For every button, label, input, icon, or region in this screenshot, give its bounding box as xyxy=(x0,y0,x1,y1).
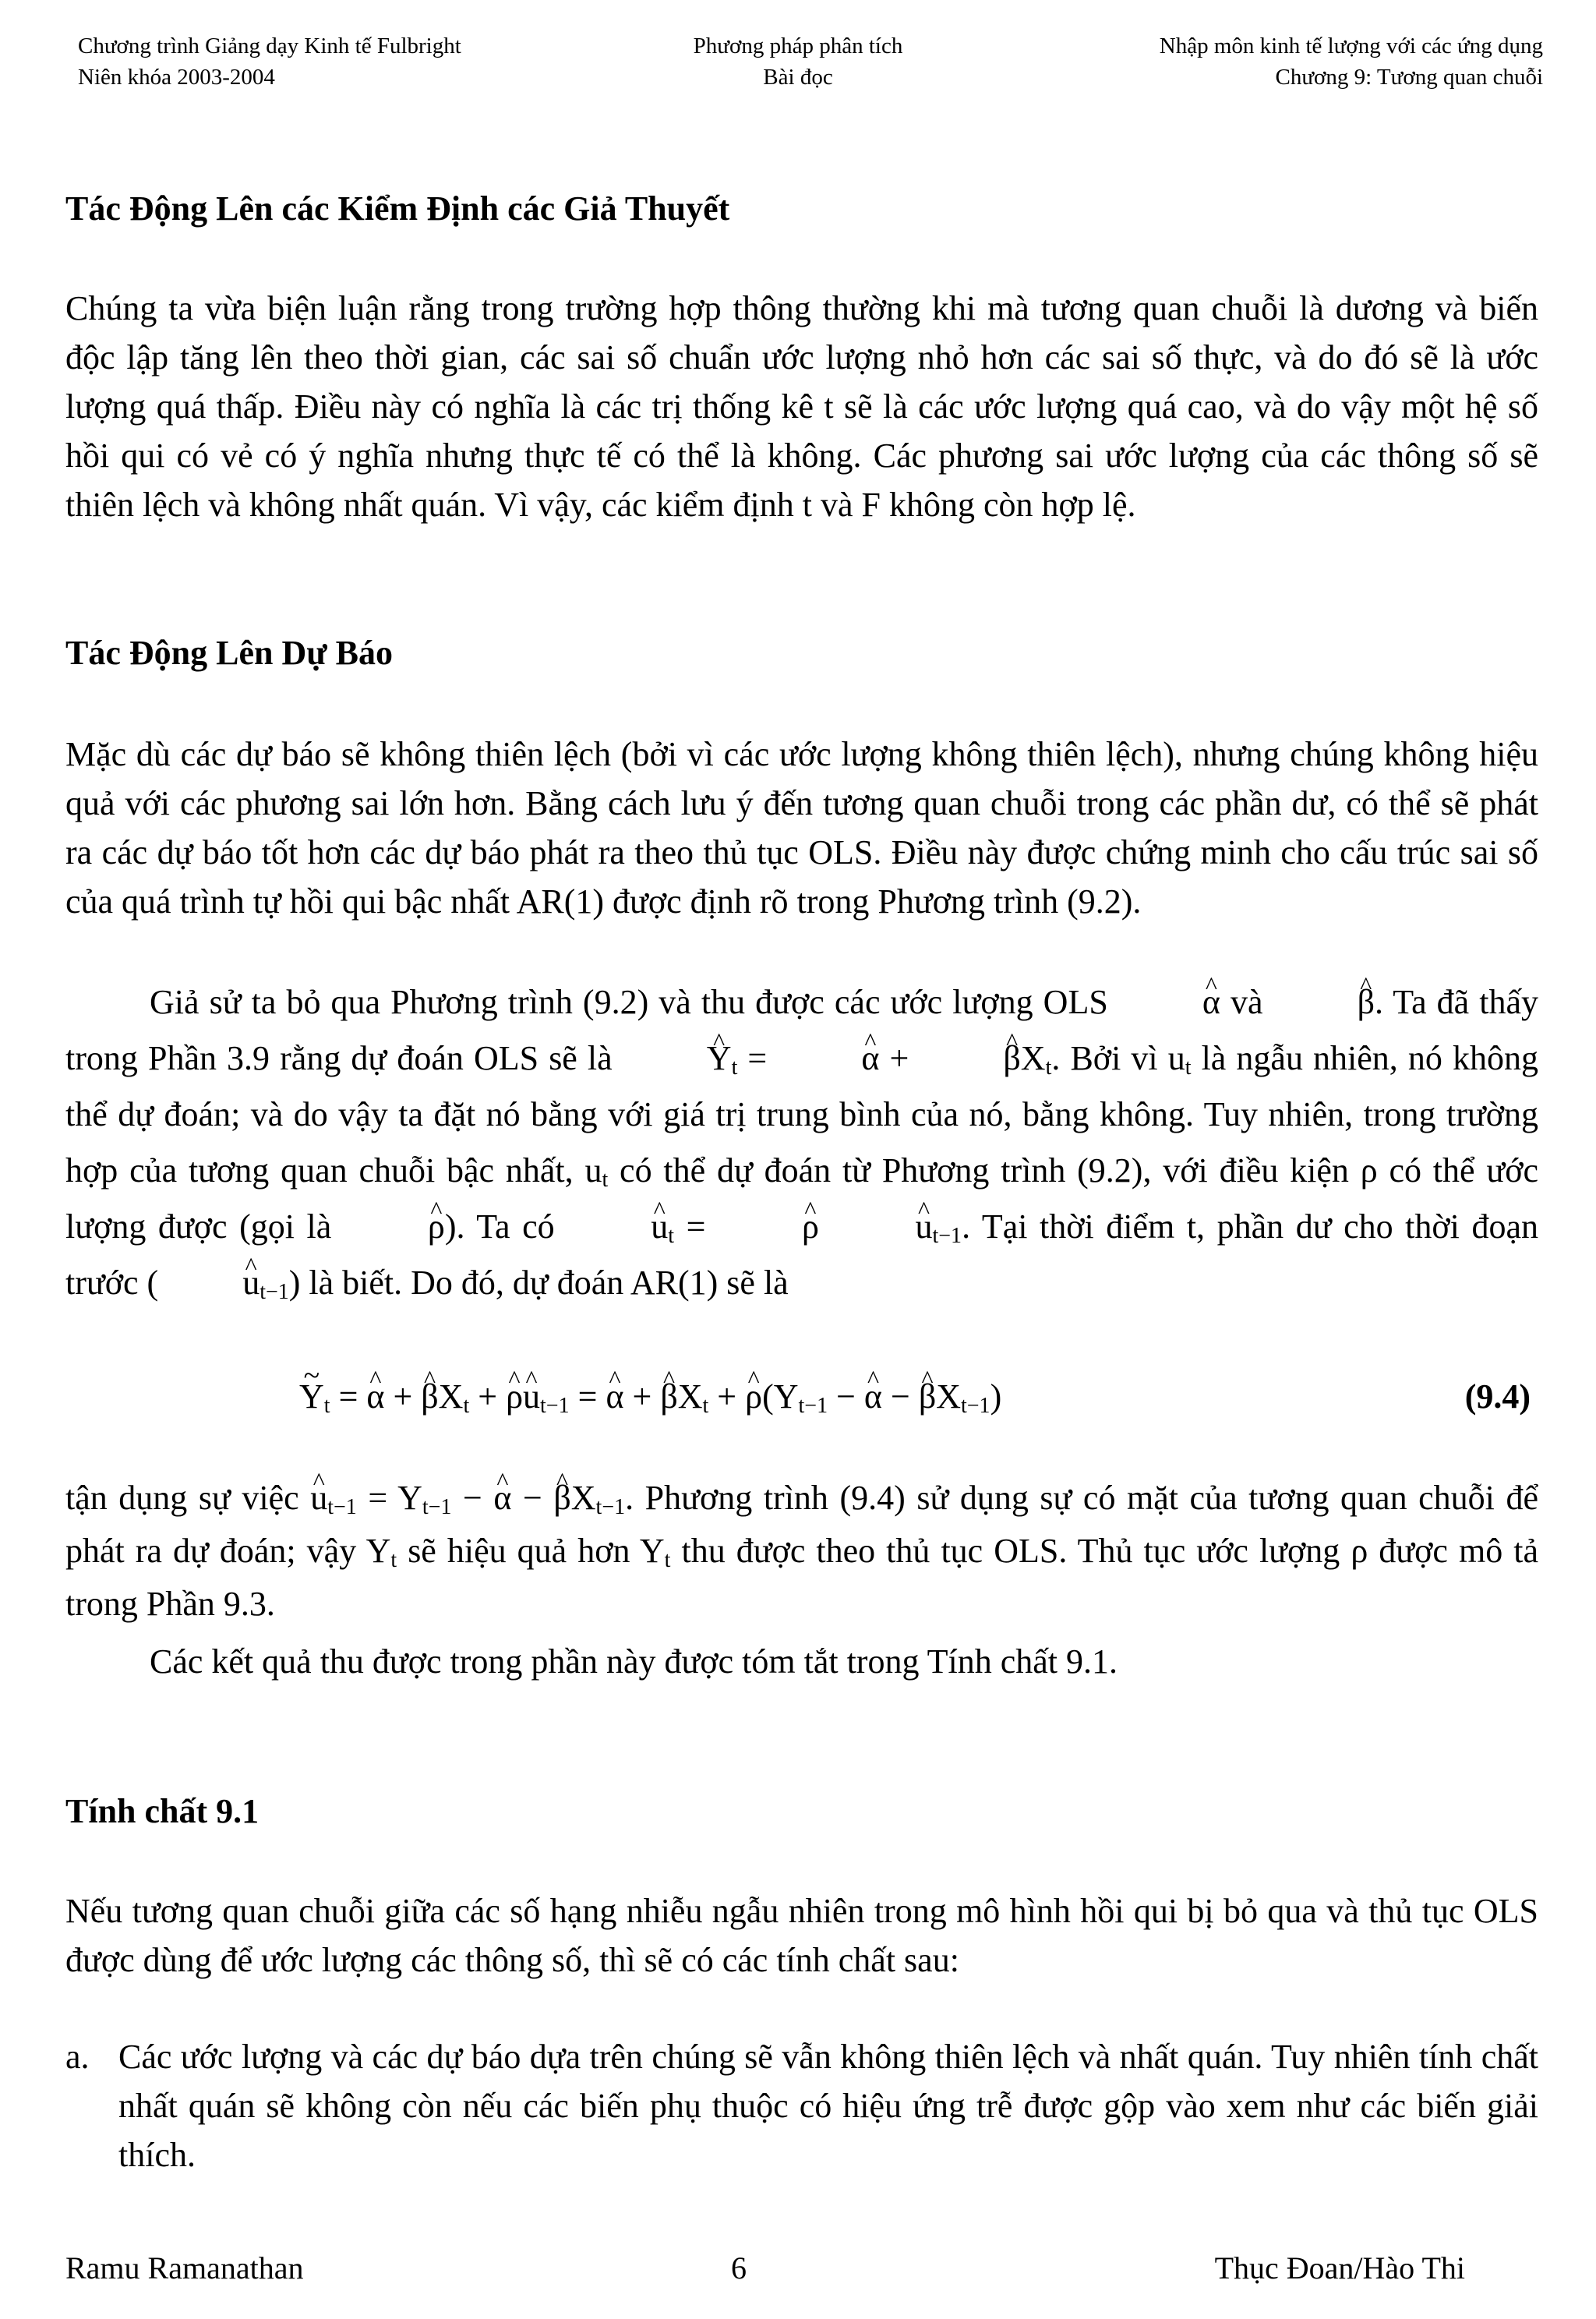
alpha-hat-symbol: ^ α xyxy=(1118,974,1220,1030)
section-heading-forecasting: Tác Động Lên Dự Báo xyxy=(65,634,393,672)
header-chapter: Chương 9: Tương quan chuỗi xyxy=(1275,65,1543,90)
list-item-text: Các ước lượng và các dự báo dựa trên chúng sẽ vẫn không thiên lệch và nhất quán. Tuy nhiên tính chất nhất quán sẽ không còn nếu các biến phụ thuộc có hiệu ứng trễ được gộp vào xem như các biến giải thích. xyxy=(118,2038,1538,2174)
header-institution: Chương trình Giảng dạy Kinh tế Fulbright xyxy=(78,34,461,58)
footer-translators: Thục Đoan/Hào Thi xyxy=(1214,2250,1465,2285)
section-heading-property-9-1: Tính chất 9.1 xyxy=(65,1792,260,1830)
paragraph-equation-usage: tận dụng sự việc ^ $u_{t-1} = Y_{t-1}$ − ^ α − ^ $\beta X_{t-1}$. Phương trình (9.4) sử dụng sự có mặt của tương quan chuỗi để phát ra dự đoán; vậy $Y_t$ sẽ hiệu quả hơn $Y_t$ thu được theo thủ tục OLS. Thủ tục ước lượng ρ được mô tả trong Phần 9.3. xyxy=(65,1472,1538,1631)
residual-identity-formula: ^ $u_{t-1} = Y_{t-1}$ − ^ α − ^ $\beta X_{t-1}$ xyxy=(310,1479,625,1517)
list-item-label: a. xyxy=(65,2038,90,2076)
residual-formula: ^ $u_t$ = ^ ρ ^ $u_{t-1}$ xyxy=(567,1207,962,1246)
footer-author: Ramu Ramanathan xyxy=(65,2250,304,2285)
section-heading-hypothesis-tests: Tác Động Lên các Kiểm Định các Giả Thuyết xyxy=(65,189,730,228)
paragraph-hypothesis-tests: Chúng ta vừa biện luận rằng trong trường hợp thông thường khi mà tương quan chuỗi là dương và biến độc lập tăng lên theo thời gian, các sai số chuẩn ước lượng nhỏ hơn các sai số thực, và do đó sẽ là ước lượng quá thấp. Điều này có nghĩa là các trị thống kê t sẽ là các ước lượng quá cao, và do vậy một hệ số hồi qui có vẻ có ý nghĩa nhưng thực tế có thể là không. Các phương sai ước lượng của các thông số sẽ thiên lệch và không nhất quán. Vì vậy, các kiểm định t và F không còn hợp lệ. xyxy=(65,289,1538,524)
ols-prediction-formula: ^ $Y_t$ = ^ α + ^ $\beta X_t$ xyxy=(623,1039,1052,1077)
footer-page-number: 6 xyxy=(731,2250,747,2285)
header-book-title: Nhập môn kinh tế lượng với các ứng dụng xyxy=(1159,34,1543,58)
equation-number: (9.4) xyxy=(1464,1377,1531,1416)
beta-hat-symbol: ^ β xyxy=(1273,974,1375,1030)
paragraph-summary-reference: Các kết quả thu được trong phần này được tóm tắt trong Tính chất 9.1. xyxy=(150,1642,1118,1681)
header-course: Phương pháp phân tích xyxy=(693,34,903,58)
equation-body: ~ $Y_t$ = ^ α + ^ $\beta X_t$ + ^ ρ^ $u_{t-1}$ = ^ α + ^ $\beta X_t$ + ^ $\rho(Y_{t-1}$ − ^ α − ^ $\beta X_{t-1}$) xyxy=(299,1372,1001,1421)
header-year: Niên khóa 2003-2004 xyxy=(78,65,275,90)
paragraph-ar1-forecast: Giả sử ta bỏ qua Phương trình (9.2) và thu được các ước lượng OLS ^ α và ^ β. Ta đã thấy trong Phần 3.9 rằng dự đoán OLS sẽ là ^ $Y_t$ = ^ α + ^ $\beta X_t$. Bởi vì $u_t$ là ngẫu nhiên, nó không thể dự đoán; và do vậy ta đặt nó bằng với giá trị trung bình của nó, bằng không. Tuy nhiên, trong trường hợp của tương quan chuỗi bậc nhất, $u_t$ có thể dự đoán từ Phương trình (9.2), với điều kiện ρ có thể ước lượng được (gọi là ^ ρ). Ta có ^ $u_t$ = ^ ρ ^ $u_{t-1}$. Tại thời điểm t, phần dư cho thời đoạn trước (^ $u_{t-1}$) là biết. Do đó, dự đoán AR(1) sẽ là xyxy=(65,974,1538,1311)
header-doc-type: Bài đọc xyxy=(763,65,833,90)
lagged-residual: ^ $u_{t-1}$ xyxy=(158,1264,289,1302)
rho-hat-symbol: ^ ρ xyxy=(344,1199,445,1255)
paragraph-property-intro: Nếu tương quan chuỗi giữa các số hạng nhiễu ngẫu nhiên trong mô hình hồi qui bị bỏ qua và thủ tục OLS được dùng để ước lượng các thông số, thì sẽ có các tính chất sau: xyxy=(65,1892,1538,1979)
paragraph-forecasting-intro: Mặc dù các dự báo sẽ không thiên lệch (bởi vì các ước lượng không thiên lệch), nhưng chúng không hiệu quả với các phương sai lớn hơn. Bằng cách lưu ý đến tương quan chuỗi trong các phần dư, có thể sẽ phát ra các dự báo tốt hơn các dự báo phát ra theo thủ tục OLS. Điều này được chứng minh cho cấu trúc sai số của quá trình tự hồi qui bậc nhất AR(1) được định rõ trong Phương trình (9.2). xyxy=(65,735,1538,921)
